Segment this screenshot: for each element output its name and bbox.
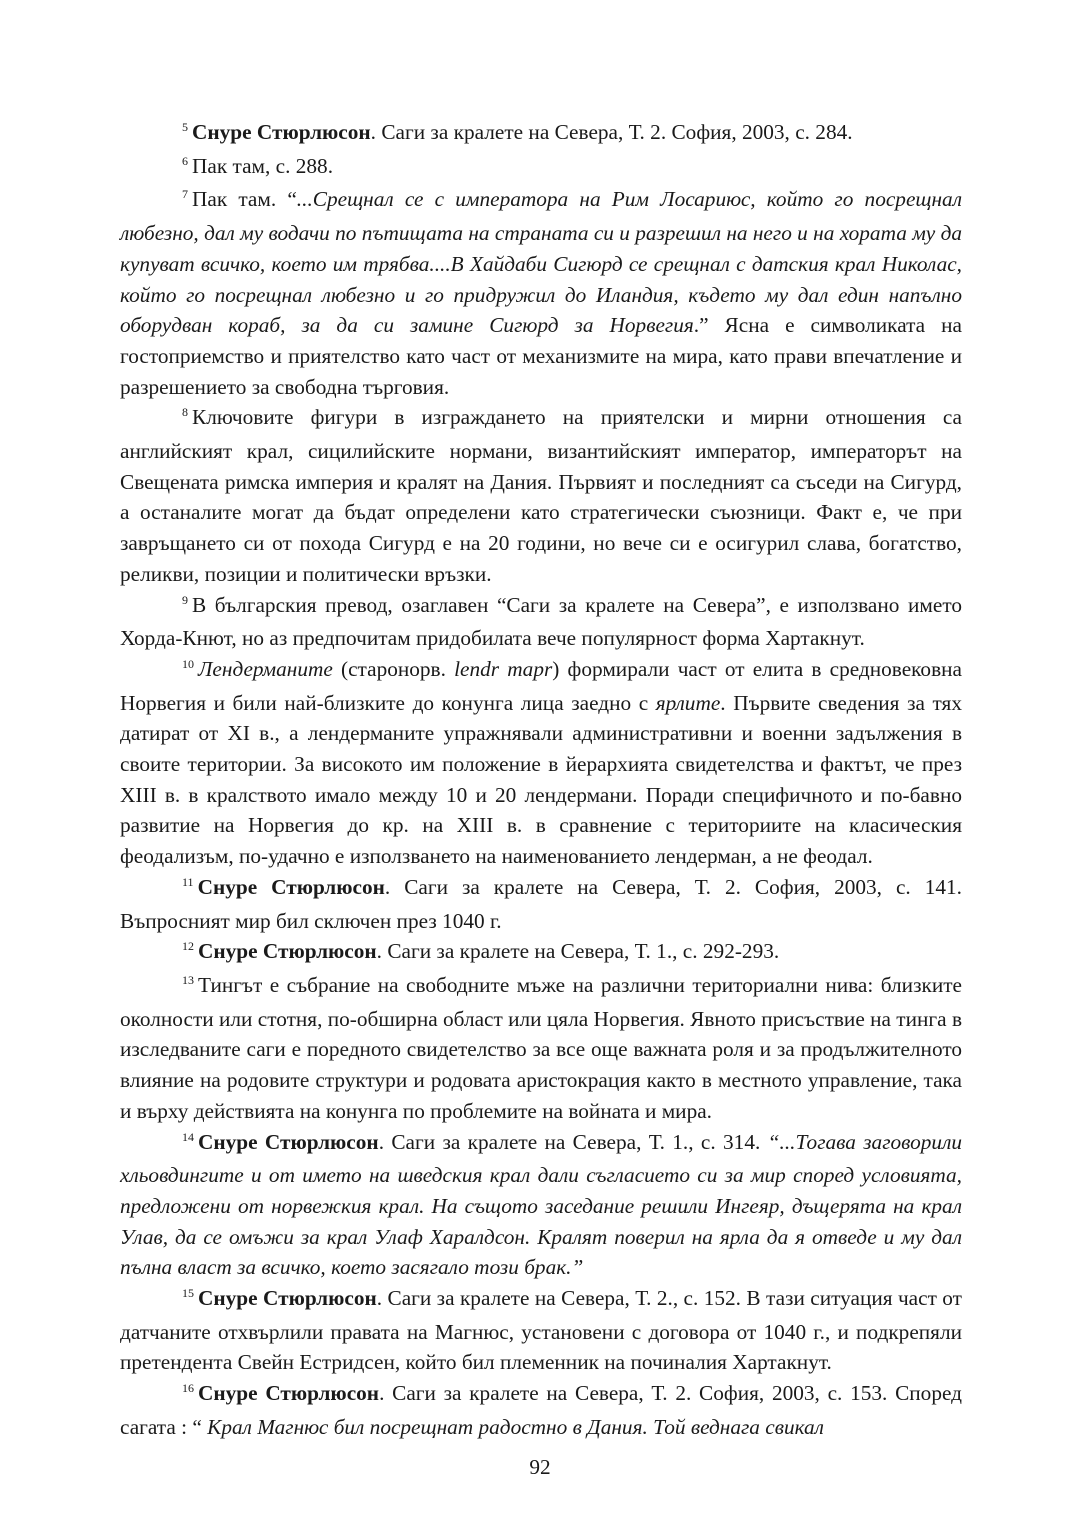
footnote-number: 13 (182, 972, 194, 987)
footnote-6 (120, 151, 962, 185)
author-name: Снуре Стюрлюсон (198, 1286, 377, 1311)
footnote-number: 14 (182, 1129, 194, 1144)
footnote-text: ) формирали част от елита в средновековна Норвегия и били най-близките до конунга лица заедно с (120, 656, 962, 715)
footnote-text: . Саги за кралете на Севера, Т. 2. София, 2003, с. 284. (370, 120, 853, 144)
footnote-number: 6 (182, 153, 188, 168)
footnote-text: Ключовите фигури в изграждането на приятелски и мирни отношения са английският крал, сицилийските нормани, византийският император, императорът на Свещената римска империя и кралят на Дания. Първият и последният са съседи на Сигурд, а останалите могат да бъдат определени като стратегически съюзници. Факт е, че при завръщането си от похода Сигурд е на 20 години, но вече си е осигурил слава, богатство, реликви, позиции и политически връзки. (120, 405, 962, 586)
footnote-number: 11 (182, 874, 194, 889)
footnote-12 (120, 936, 962, 970)
footnote-number: 8 (182, 405, 188, 420)
footnote-text: Пак там. “ (192, 187, 297, 212)
footnote-text: (старонорв. (332, 656, 455, 681)
footnote-text: . Саги за кралете на Севера, Т. 1., с. 292-293. (376, 939, 780, 964)
footnote-number: 15 (182, 1286, 194, 1301)
footnote-5 (120, 117, 962, 151)
footnote-16 (120, 1378, 962, 1442)
footnote-10 (120, 654, 962, 872)
footnote-text: . Саги за кралете на Севера, Т. 2. София, 2003, с. 153. Според сагата : “ (120, 1381, 962, 1439)
footnote-9 (120, 590, 962, 654)
quoted-text: ...Срещнал се с императора на Рим Лосариюс, който го посрещнал любезно, дал му водачи по пътищата на страната си и разрешил на него и на хората му да купуват всичко, което им трябва....В Хайдаби Сигюрд се срещнал с датския крал Николас, който го посрещнал любезно и го придружил до Иландия, където му дал един напълно оборудван кораб, за да си замине Сигюрд за Норвегия (120, 187, 962, 338)
author-name: Снуре Стюрлюсон (198, 1381, 380, 1406)
footnote-11 (120, 872, 962, 936)
footnotes-section (120, 117, 962, 1443)
page-number: 92 (529, 1455, 551, 1479)
footnote-number: 9 (182, 592, 188, 607)
footnote-8 (120, 402, 962, 589)
footnote-text: Тингът е събрание на свободните мъже на различни териториални нива: близките околности или стотня, по-обширна област или цяла Норвегия. Явното присъствие на тинга в изследваните саги е поредното свидетелство за все още важната роля и за продължителното влияние на родовите структури и родовата аристокрация както в местното управление, така и върху действията на конунга по проблемите на войната и мира. (120, 972, 962, 1123)
footnote-text: . Саги за кралете на Севера, Т. 1., с. 314. (378, 1129, 768, 1154)
footnote-text: . Саги за кралете на Севера, Т. 2., с. 152. В тази ситуация част от датчаните отхвърлили правата на Магнюс, установени с договора от 1040 г., и подкрепяли претендента Свейн Естридсен, който бил племенник на починалия Хартакнут. (120, 1286, 962, 1375)
footnote-15 (120, 1283, 962, 1378)
footnote-number: 5 (182, 120, 188, 134)
author-name: Снуре Стюрлюсон (198, 1129, 379, 1154)
quoted-text: Лендерманите (198, 656, 333, 681)
quoted-text: ярлите (655, 690, 721, 715)
footnote-text: . Първите сведения за тях датират от XI в., а лендерманите упражнявали административни и военни задължения в своите територии. За високото им положение в йерархията свидетелства и фактът, че през XIII в. в кралството имало между 10 и 20 лендермани. Поради специфичното и по-бавно развитие на Норвегия до кр. на XIII в. в сравнение с териториите на класическия феодализъм, по-удачно е използването на наименованието лендерман, а не феодал. (120, 690, 962, 869)
footnote-number: 7 (182, 187, 188, 202)
quoted-text: “...Тогава заговорили хльовдингите и от името на шведския крал дали съгласието си за мир според условията, предложени от норвежкия крал. На същото заседание решили Ингеяр, дъщерята на крал Улав, да се омъжи за крал Улаф Харалдсон. Кралят поверил на ярла да я отведе и му дал пълна власт за всичко, което засягало този брак.” (120, 1129, 962, 1280)
footnote-number: 12 (182, 939, 194, 954)
footnote-number: 16 (182, 1381, 194, 1396)
footnote-14 (120, 1127, 962, 1284)
footnote-text: В българския превод, озаглавен “Саги за кралете на Севера”, е използвано името Хорда-Кнют, но аз предпочитам придобилата вече популярност форма Хартакнут. (120, 592, 962, 651)
footnote-text: .” Ясна е символиката на гостоприемство и приятелство като част от механизмите на мира, като прави впечатление и разрешението за свободна търговия. (120, 313, 962, 399)
footnote-13 (120, 970, 962, 1127)
footnote-text: . Саги за кралете на Севера, Т. 2. София, 2003, с. 141. Въпросният мир бил сключен през 1040 г. (120, 874, 962, 933)
footnote-number: 10 (182, 656, 194, 671)
author-name: Снуре Стюрлюсон (198, 939, 377, 964)
quoted-text: Крал Магнюс бил посрещнат радостно в Дания. Той веднага свикал (207, 1414, 824, 1439)
footnote-text: Пак там, с. 288. (192, 153, 334, 178)
footnote-7 (120, 184, 962, 402)
author-name: Снуре Стюрлюсон (197, 874, 385, 899)
author-name: Снуре Стюрлюсон (192, 120, 371, 144)
quoted-text: lendr mapr (454, 656, 553, 681)
